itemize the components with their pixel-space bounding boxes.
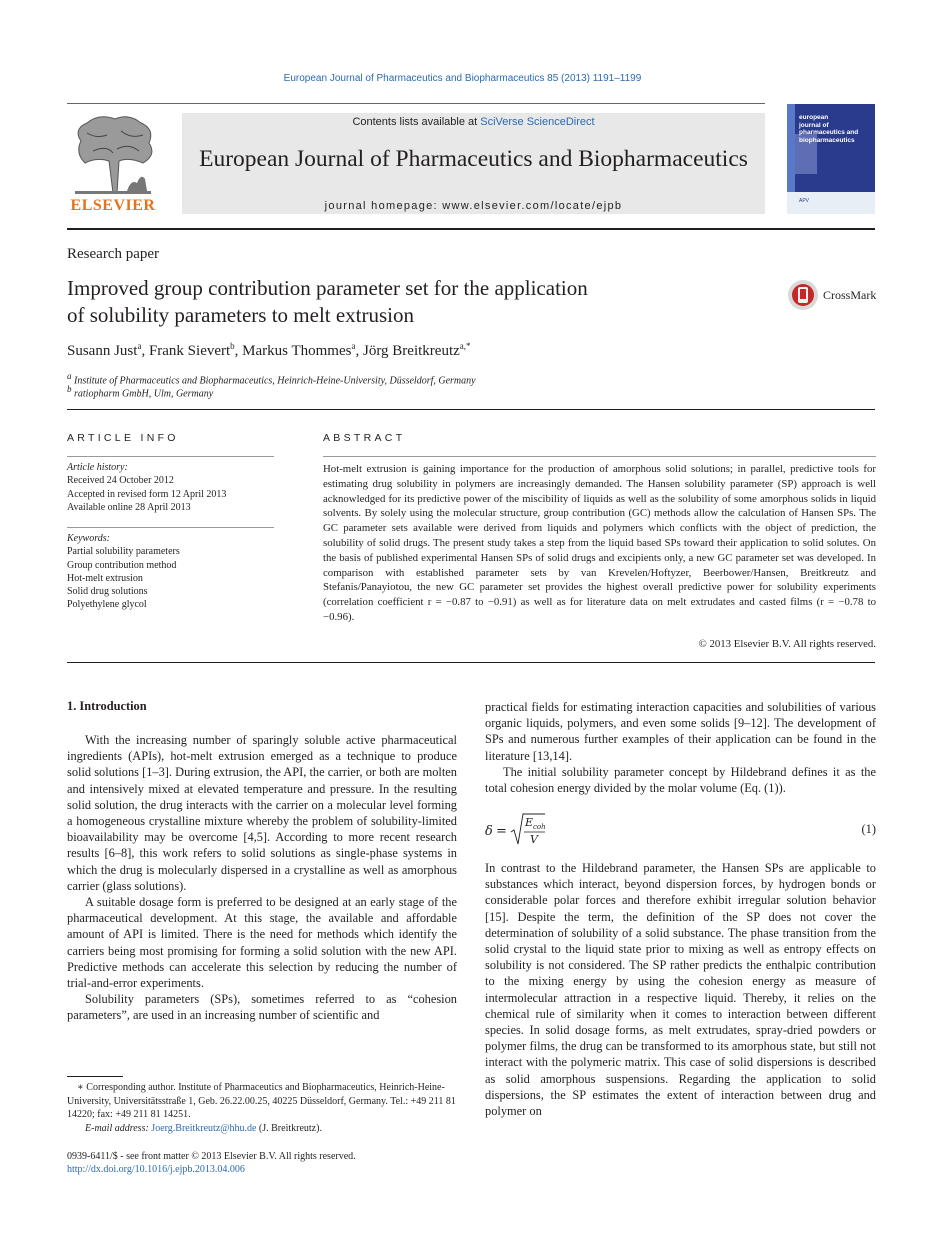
corresponding-text: ∗ Corresponding author. Institute of Pharmaceutics and Biopharmaceutics, Heinrich-Heine-University, Universitätsstraße 1, Geb. 26.22.00.25, 40225 Düsseldorf, Germany. Tel.: +49 211 81 14220; fax: +49 211 81 14251. <box>67 1082 456 1120</box>
svg-text:E: E <box>525 816 534 829</box>
article-title: Improved group contribution parameter set for the application of solubility parameters to melt extrusion <box>67 276 588 327</box>
email-label: E-mail address: <box>85 1122 152 1134</box>
email-suffix: (J. Breitkreutz). <box>256 1122 322 1134</box>
paragraph: With the increasing number of sparingly soluble active pharmaceutical ingredients (APIs), hot-melt extrusion emerged as a technique to produce solid solutions [1–3]. During extrusion, the API, the carrier, or both are molten and intensively mixed at elevated temperature and pressure. In the resulting solid solution, the drug interacts with the carrier on a molecular level forming a homogeneous crystalline mixture whereby the problem of solubility-limited bioavailability may be overcome [4,5]. According to more recent research results [6–8], this work refers to solid solutions as single-phase systems in which the drug is molecularly dispersed in a crystalline as well as amorphous carrier (glass solutions). <box>67 733 457 893</box>
history-item: Accepted in revised form 12 April 2013 <box>67 488 227 500</box>
paragraph: In contrast to the Hildebrand parameter, the Hansen SPs are applicable to substances which interact, beyond dispersion forces, by hydrogen bonds or considerable polar forces and therefore exhibit irregular solution behavior [15]. Despite the term, the definition of the SP does not cover the determination of solubility of a solid substance. The phase transition from the solid crystal to the liquid state prior to mixing as well as entropy effects on solubility is not considered. The SP rather predicts the enthalpic contribution to the mixing energy by using the cohesion energy as measure of intermolecular attraction in a respective liquid. Thereby, it relies on the chemical rule of similarity when it comes to interaction between different species. In solid dosage forms, as melt extrudates, spray-dried powders or polymer films, the drug can be transformed to its amorphous state, but still not interact with the polymeric matrix. This case of solid dispersions is described as solid amorphous suspensions. Regarding the application to solid dispersions, the SP estimates the extent of interaction between drug and polymer on <box>485 861 876 1119</box>
footnote-rule <box>67 1076 123 1077</box>
author-affil-mark: a <box>137 341 142 351</box>
equation-formula <box>485 812 565 848</box>
keyword: Polyethylene glycol <box>67 599 147 611</box>
keyword: Solid drug solutions <box>67 586 148 598</box>
crossmark-icon <box>787 279 819 311</box>
header-divider <box>67 103 765 104</box>
author-name[interactable]: Markus Thommes <box>242 343 352 359</box>
affiliation-mark: b <box>67 384 72 394</box>
sciencedirect-link[interactable]: SciVerse ScienceDirect <box>480 116 595 128</box>
author-name[interactable]: Susann Just <box>67 343 138 359</box>
history-label: Article history: <box>67 462 128 473</box>
article-history <box>67 461 226 514</box>
affiliation <box>67 384 213 399</box>
author-affil-mark: a <box>351 341 356 351</box>
journal-cover-image <box>787 104 875 214</box>
author-name[interactable]: Frank Sievert <box>148 343 231 359</box>
keywords-block <box>67 532 180 612</box>
header-thick-rule <box>67 228 875 230</box>
doi-link[interactable]: http://dx.doi.org/10.1016/j.ejpb.2013.04.006 <box>67 1164 245 1175</box>
equation-hildebrand <box>485 812 876 848</box>
article-info-heading: ARTICLE INFO <box>67 432 179 444</box>
email-line <box>67 1122 457 1136</box>
keyword: Hot-melt extrusion <box>67 572 143 584</box>
svg-text:δ: δ <box>485 824 493 839</box>
paragraph: A suitable dosage form is preferred to be designed at an early stage of the pharmaceutical development. At this stage, the available and affordable amount of API is limited. There is the need for methods which identify the carriers being most promising for forming a solid solution with the new API. Predictive methods can accelerate this selection by reducing the number of trial-and-error experiments. <box>67 895 457 991</box>
affiliation-text: Institute of Pharmaceutics and Biopharmaceutics, Heinrich-Heine-University, Düsseldorf, Germany <box>74 375 476 387</box>
email-link[interactable]: Joerg.Breitkreutz@hhu.de <box>151 1122 257 1134</box>
abstract-text: Hot-melt extrusion is gaining importance for the production of amorphous solid solutions; in parallel, predictive tools for estimating drug solubility in polymers are increasingly demanded. The Hansen solubility parameter (SP) approach is well acknowledged for its predictive power of the miscibility of liquids as well as the solubility of some amorphous solids in liquid solvents. By solely using the molecular structure, group contribution (GC) methods allow the calculation of Hansen SPs. The GC parameter sets available were derived from liquids and polymers which conflicts with the object of prediction, the solubility of solid drugs. The present study takes a step from the liquid based SPs toward their application to solid solutes. On the basis of published experimental Hansen SPs of solid drugs and excipients only, a new GC parameter set was developed. In comparison with established parameter sets by van Krevelen/Hoftyzer, Beerbower/Hansen, Breitkreutz and Stefanis/Panayiotou, the new GC parameter set provides the highest overall predictive power for solubility experiments (correlation coefficient r = −0.87 to −0.91) as well as for literature data on melt extrudates and casted films (r = −0.78 to −0.96). <box>323 463 876 623</box>
author-name[interactable]: Jörg Breitkreutz <box>362 343 460 359</box>
svg-text:coh: coh <box>533 823 546 831</box>
author-list: Susann Just$^a$, Frank Sievert$^b$, Markus Thommes$^a$, Jörg Breitkreutz$^{a,*}$ <box>67 341 471 359</box>
section-heading-introduction: 1. Introduction <box>67 699 147 713</box>
contents-prefix: Contents lists available at <box>352 116 481 128</box>
info-divider <box>67 527 274 528</box>
issn-line: 0939-6411/$ - see front matter © 2013 Elsevier B.V. All rights reserved. <box>67 1151 356 1162</box>
corresponding-author-footnote <box>67 1081 457 1135</box>
info-divider <box>67 456 274 457</box>
journal-homepage[interactable]: journal homepage: www.elsevier.com/locate/ejpb <box>324 200 623 212</box>
abstract-copyright: © 2013 Elsevier B.V. All rights reserved. <box>698 638 876 650</box>
author-affil-mark: b <box>230 341 235 351</box>
contents-availability <box>182 116 765 128</box>
elsevier-wordmark: ELSEVIER <box>70 197 156 214</box>
paragraph: Solubility parameters (SPs), sometimes referred to as “cohesion parameters”, are used in an increasing number of scientific and <box>67 992 457 1023</box>
equation-number: (1) <box>861 822 876 836</box>
svg-text:APV: APV <box>799 198 810 204</box>
crossmark-label: CrossMark <box>823 288 877 302</box>
paragraph: The initial solubility parameter concept by Hildebrand defines it as the total cohesion energy divided by the molar volume (Eq. (1)). <box>485 764 876 796</box>
svg-text:=: = <box>496 824 507 839</box>
journal-reference[interactable]: European Journal of Pharmaceutics and Biopharmaceutics 85 (2013) 1191–1199 <box>283 73 642 84</box>
right-column-top-text <box>485 699 876 796</box>
abstract-heading: ABSTRACT <box>323 432 406 444</box>
journal-title: European Journal of Pharmaceutics and Biopharmaceutics <box>199 146 748 172</box>
article-type: Research paper <box>67 246 160 262</box>
cover-title: european journal of pharmaceutics and biopharmaceutics <box>799 114 859 144</box>
svg-text:V: V <box>530 833 538 846</box>
crossmark-badge[interactable] <box>787 279 877 311</box>
abstract-divider <box>323 456 876 457</box>
history-item: Available online 28 April 2013 <box>67 501 191 513</box>
left-column-text <box>67 732 457 1024</box>
affiliation-text: ratiopharm GmbH, Ulm, Germany <box>74 388 214 400</box>
affiliation-rule <box>67 409 875 410</box>
keywords-label: Keywords: <box>67 533 110 544</box>
right-column-bottom-text <box>485 860 876 1119</box>
history-item: Received 24 October 2012 <box>67 475 174 487</box>
affiliation-mark: a <box>67 371 72 381</box>
keyword: Partial solubility parameters <box>67 546 180 558</box>
paragraph: practical fields for estimating interaction capacities and solubilities of various organic liquids, polymers, and even some solids [9–12]. The development of SPs and numerous further examples of their application can be found in the literature [13,14]. <box>485 700 876 763</box>
keyword: Group contribution method <box>67 559 177 571</box>
author-affil-mark: a,* <box>459 341 471 351</box>
abstract-rule <box>67 662 875 663</box>
